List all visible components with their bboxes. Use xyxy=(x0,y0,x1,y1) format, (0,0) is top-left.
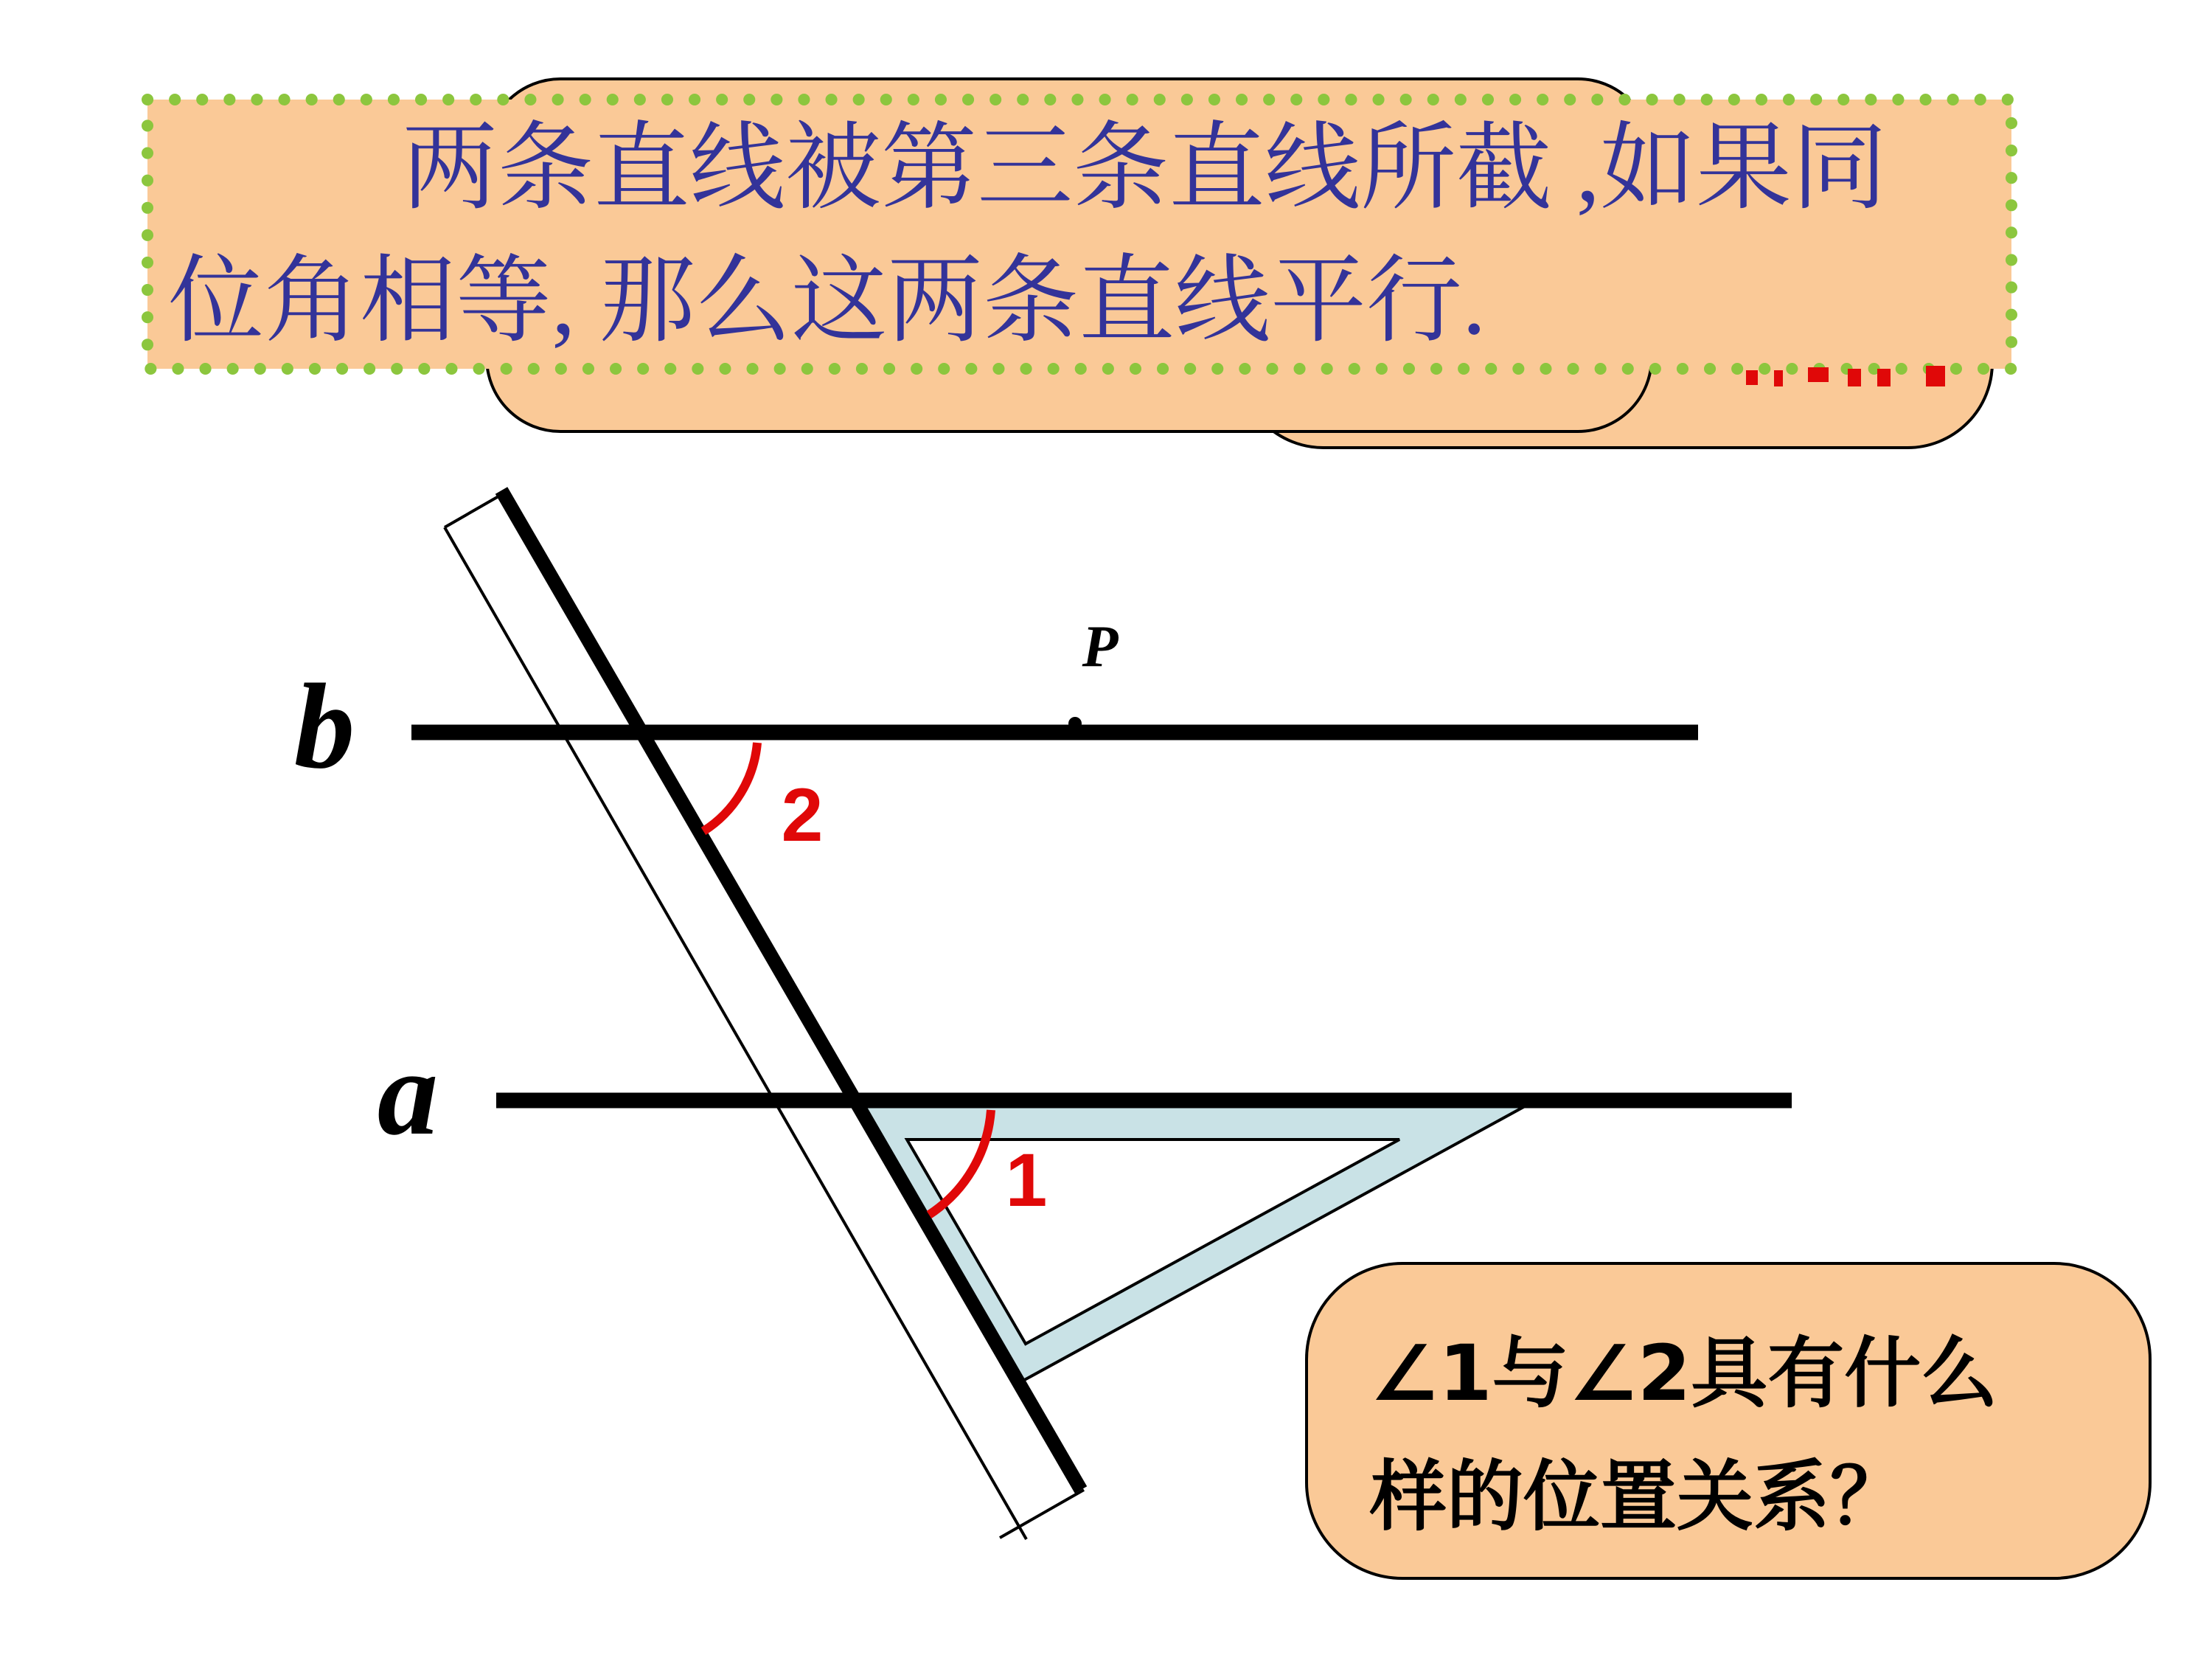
label-point-p: P xyxy=(1082,614,1119,679)
title-banner xyxy=(147,100,2011,369)
angle-2-arc xyxy=(703,743,757,831)
title-line-1: 两条直线被第三条直线所截 ,如果同 xyxy=(402,116,1888,222)
ruler-body xyxy=(445,490,1084,1527)
red-fragment xyxy=(1877,369,1891,386)
label-line-a: a xyxy=(377,1025,439,1160)
question-callout xyxy=(1307,1263,2150,1578)
label-line-b: b xyxy=(293,659,355,794)
question-line-2: 样的位置关系？ xyxy=(1370,1451,1907,1541)
point-p-dot xyxy=(1068,717,1082,730)
angle-2-label: 2 xyxy=(781,773,824,857)
angle-1-label: 1 xyxy=(1005,1138,1048,1222)
red-fragment xyxy=(1774,370,1783,386)
transversal-line xyxy=(501,490,1081,1490)
title-line-2: 位角相等, 那么这两条直线平行. xyxy=(168,249,1486,355)
red-fragment xyxy=(1848,369,1861,386)
red-fragment xyxy=(1746,370,1758,385)
red-fragment xyxy=(1808,367,1829,382)
ruler xyxy=(445,490,1084,1539)
ruler-left-edge xyxy=(445,527,1026,1539)
red-fragment xyxy=(1926,366,1945,386)
question-line-1: ∠1与∠2具有什么 xyxy=(1370,1328,1998,1418)
